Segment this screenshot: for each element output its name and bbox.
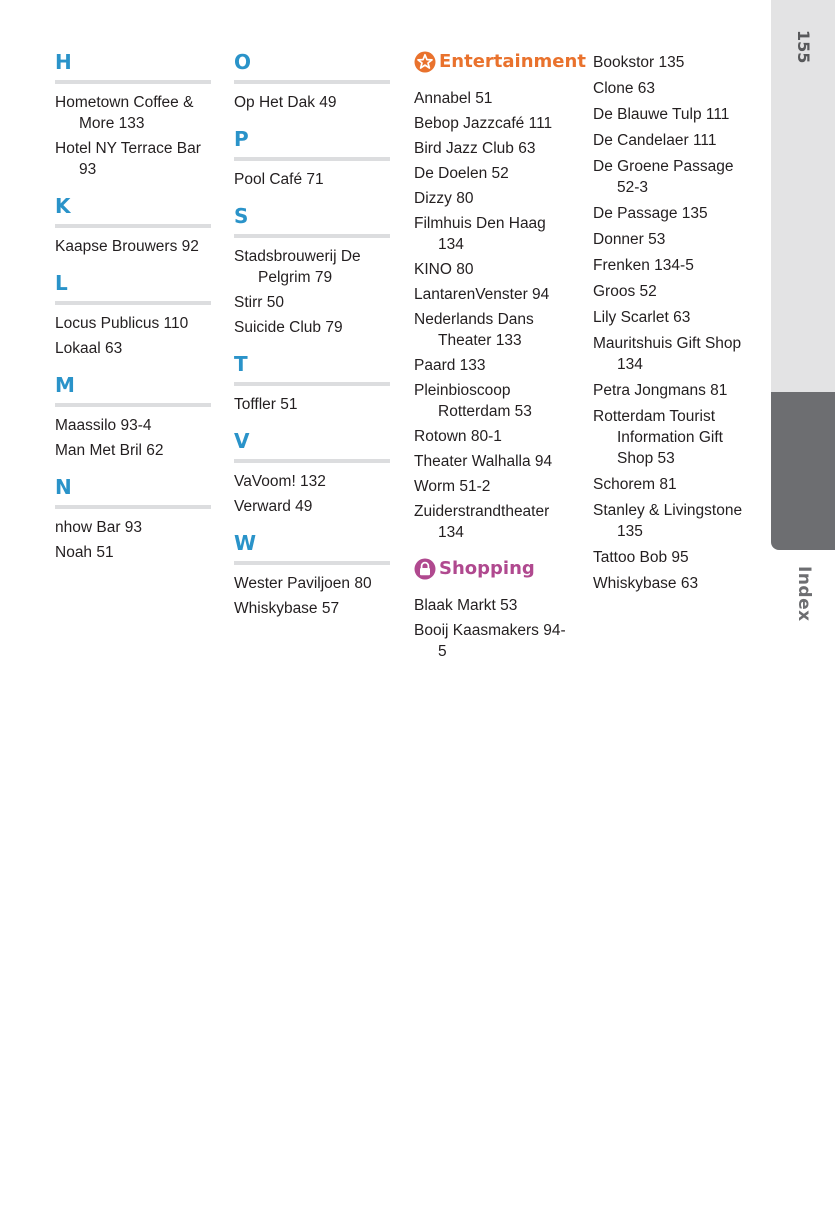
section-letter: S <box>234 204 390 238</box>
index-section-k <box>55 194 211 257</box>
index-entry: Petra Jongmans 81 <box>593 382 728 399</box>
index-section-o <box>234 50 390 113</box>
index-section-t <box>234 352 390 415</box>
index-entry: Frenken 134-5 <box>593 257 694 274</box>
index-entry: Zuiderstrandtheater 134 <box>414 503 550 541</box>
index-entry: Theater Walhalla 94 <box>414 453 553 470</box>
section-letter: P <box>234 127 390 161</box>
index-entry: Tattoo Bob 95 <box>593 549 689 566</box>
index-entry: Annabel 51 <box>414 90 493 107</box>
index-section-h <box>55 50 211 180</box>
section-letter: T <box>234 352 390 386</box>
index-entry: Suicide Club 79 <box>234 319 343 336</box>
padlock-icon <box>414 558 436 580</box>
index-section-n <box>55 475 211 563</box>
index-entry: Groos 52 <box>593 283 657 300</box>
index-section-m <box>55 373 211 461</box>
page-number: 155 <box>794 30 813 64</box>
section-letter: H <box>55 50 211 84</box>
index-entry: Hotel NY Terrace Bar 93 <box>55 140 201 178</box>
index-entry: Stanley & Livingstone 135 <box>593 502 743 540</box>
index-entry: De Passage 135 <box>593 205 708 222</box>
index-column-3 <box>414 50 586 666</box>
index-column-4 <box>593 52 753 599</box>
index-entry: Wester Paviljoen 80 <box>234 575 372 592</box>
index-entry: Noah 51 <box>55 544 114 561</box>
index-entry: De Doelen 52 <box>414 165 509 182</box>
index-entry: Clone 63 <box>593 80 656 97</box>
shopping-list <box>414 595 574 662</box>
index-entry: Kaapse Brouwers 92 <box>55 238 199 255</box>
index-entry: Blaak Markt 53 <box>414 597 518 614</box>
index-section-w <box>234 531 390 619</box>
index-entry: Rotterdam Tourist Information Gift Shop 53 <box>593 408 723 467</box>
index-entry: Bookstor 135 <box>593 54 685 71</box>
index-entry: KINO 80 <box>414 261 474 278</box>
star-icon <box>414 51 436 73</box>
index-entry: Worm 51-2 <box>414 478 491 495</box>
index-entry: De Candelaer 111 <box>593 132 717 149</box>
entertainment-title: Entertainment <box>439 51 586 72</box>
section-letter: N <box>55 475 211 509</box>
index-entry: Hometown Coffee & More 133 <box>55 94 194 132</box>
index-entry: Man Met Bril 62 <box>55 442 164 459</box>
index-column-2 <box>234 50 390 633</box>
index-entry: Rotown 80-1 <box>414 428 502 445</box>
index-entry: VaVoom! 132 <box>234 473 326 490</box>
index-entry: Nederlands Dans Theater 133 <box>414 311 534 349</box>
index-entry: Maassilo 93-4 <box>55 417 152 434</box>
index-entry: Stirr 50 <box>234 294 284 311</box>
index-entry: nhow Bar 93 <box>55 519 143 536</box>
index-entry: Op Het Dak 49 <box>234 94 337 111</box>
section-letter: V <box>234 429 390 463</box>
section-letter: K <box>55 194 211 228</box>
index-entry: Bird Jazz Club 63 <box>414 140 536 157</box>
shopping-heading <box>414 557 574 587</box>
side-tab-label: Index <box>794 566 814 622</box>
index-entry: Booij Kaasmakers 94-5 <box>414 622 566 660</box>
index-section-s <box>234 204 390 338</box>
index-entry: Dizzy 80 <box>414 190 474 207</box>
index-entry: Bebop Jazzcafé 111 <box>414 115 553 132</box>
entertainment-list <box>414 88 574 543</box>
index-entry: De Groene Passage 52-3 <box>593 158 734 196</box>
entertainment-heading <box>414 50 586 80</box>
index-entry: Paard 133 <box>414 357 486 374</box>
index-entry: Filmhuis Den Haag 134 <box>414 215 546 253</box>
index-entry: LantarenVenster 94 <box>414 286 550 303</box>
index-entry: Whiskybase 57 <box>234 600 340 617</box>
index-entry: Lokaal 63 <box>55 340 123 357</box>
index-entry: Pool Café 71 <box>234 171 324 188</box>
index-entry: Toffler 51 <box>234 396 298 413</box>
index-entry: Schorem 81 <box>593 476 677 493</box>
index-entry: De Blauwe Tulp 111 <box>593 106 730 123</box>
index-column-1 <box>55 50 211 577</box>
section-letter: L <box>55 271 211 305</box>
index-entry: Donner 53 <box>593 231 666 248</box>
side-tab-dark <box>771 392 835 550</box>
shopping-title: Shopping <box>439 558 535 579</box>
index-entry: Stadsbrouwerij De Pelgrim 79 <box>234 248 361 286</box>
index-section-v <box>234 429 390 517</box>
section-letter: O <box>234 50 390 84</box>
section-letter: W <box>234 531 390 565</box>
index-entry: Locus Publicus 110 <box>55 315 189 332</box>
index-entry: Mauritshuis Gift Shop 134 <box>593 335 742 373</box>
index-entry: Whiskybase 63 <box>593 575 699 592</box>
index-section-l <box>55 271 211 359</box>
index-section-p <box>234 127 390 190</box>
index-entry: Pleinbioscoop Rotterdam 53 <box>414 382 532 420</box>
index-entry: Lily Scarlet 63 <box>593 309 691 326</box>
index-entry: Verward 49 <box>234 498 313 515</box>
section-letter: M <box>55 373 211 407</box>
